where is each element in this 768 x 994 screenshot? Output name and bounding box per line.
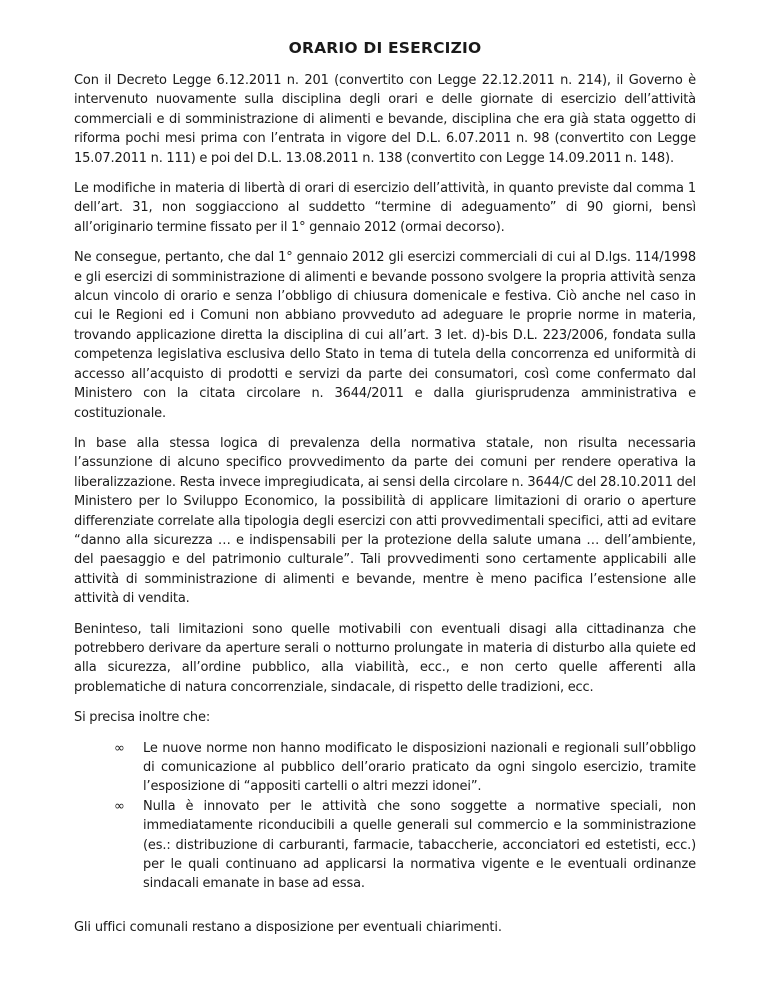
list-item (74, 797, 696, 894)
document-page (74, 38, 696, 937)
list-item (74, 739, 696, 797)
paragraph-decree: Con il Decreto Legge 6.12.2011 n. 201 (convertito con Legge 22.12.2011 n. 214), il Governo è intervenuto nuovamente sulla disciplina degli orari e delle giornate di esercizio dell’attività commerciali e di somministrazione di alimenti e bevande, disciplina che era già stata oggetto di riforma pochi mesi prima con l’entrata in vigore del D.L. 6.07.2011 n. 98 (convertito con Legge 15.07.2011 n. 111) e poi del D.L. 13.08.2011 n. 138 (convertito con Legge 14.09.2011 n. 148). (74, 73, 696, 166)
list-item-text: Le nuove norme non hanno modificato le disposizioni nazionali e regionali sull’obbligo di comunicazione al pubblico dell’orario praticato da ogni singolo esercizio, tramite l’esposizione di “appositi cartelli o altri mezzi idonei”. (143, 740, 696, 795)
document-title: ORARIO DI ESERCIZIO (288, 39, 482, 57)
paragraph-limitations: Beninteso, tali limitazioni sono quelle motivabili con eventuali disagi alla cittadinanza che potrebbero derivare da aperture serali o notturno prolungate in materia di disturbo alla quiete ed alla sicurezza, all’ordine pubblico, alla viabilità, ecc., e non certo quelle afferenti alla problematiche di natura concorrenziale, sindacale, di rispetto delle tradizioni, ecc. (74, 621, 696, 695)
closing-note: Gli uffici comunali restano a disposizione per eventuali chiarimenti. (74, 919, 502, 935)
paragraph-clarification-intro: Si precisa inoltre che: (74, 710, 211, 726)
list-item-text: Nulla è innovato per le attività che sono soggette a normative speciali, non immediatamente riconducibili a quelle generali sul commercio e la somministrazione (es.: distribuzione di carburanti, farmacie, tabaccherie, acconciatori ed estetisti, ecc.) per le quali continuano ad applicarsi la normativa vigente e le eventuali ordinanze sindacali emanate in base ad essa. (143, 798, 696, 892)
paragraph-modifications: Le modifiche in materia di libertà di orari di esercizio dell’attività, in quanto previste dal comma 1 dell’art. 31, non soggiacciono al suddetto “termine di adeguamento” di 90 giorni, bensì all’originario termine fissato per il 1° gennaio 2012 (ormai decorso). (74, 181, 696, 235)
clarification-list (74, 739, 696, 894)
infinity-bullet-icon: ∞ (114, 798, 125, 814)
infinity-bullet-icon: ∞ (114, 740, 125, 756)
paragraph-state-prevalence: In base alla stessa logica di prevalenza della normativa statale, non risulta necessaria l’assunzione di alcuno specifico provvedimento da parte dei comuni per rendere operativa la liberalizzazione. Resta invece impregiudicata, ai sensi della circolare n. 3644/C del 28.10.2011 del Ministero per lo Sviluppo Economico, la possibilità di applicare limitazioni di orario o aperture differenziate correlate alla tipologia degli esercizi con atti provvedimentali specifici, atti ad evitare “danno alla sicurezza … e indispensabili per la protezione della salute umana … dell’ambiente, del paesaggio e del patrimonio culturale”. Tali provvedimenti sono certamente applicabili alle attività di somministrazione di alimenti e bevande, mentre è meno pacifica l’estensione alle attività di vendita. (74, 435, 696, 607)
paragraph-consequence: Ne consegue, pertanto, che dal 1° gennaio 2012 gli esercizi commerciali di cui al D.lgs. 114/1998 e gli esercizi di somministrazione di alimenti e bevande possono svolgere la propria attività senza alcun vincolo di orario e senza l’obbligo di chiusura domenicale e festiva. Ciò anche nel caso in cui le Regioni ed i Comuni non abbiano provveduto ad adeguare le proprie norme in materia, trovando applicazione diretta la disciplina di cui all’art. 3 let. d)-bis D.L. 223/2006, fondata sulla competenza legislativa esclusiva dello Stato in tema di tutela della concorrenza ed uniformità di accesso all’acquisto di prodotti e servizi da parte dei consumatori, così come confermato dal Ministero con la citata circolare n. 3644/2011 e dalla giurisprudenza amministrativa e costituzionale. (74, 250, 696, 421)
